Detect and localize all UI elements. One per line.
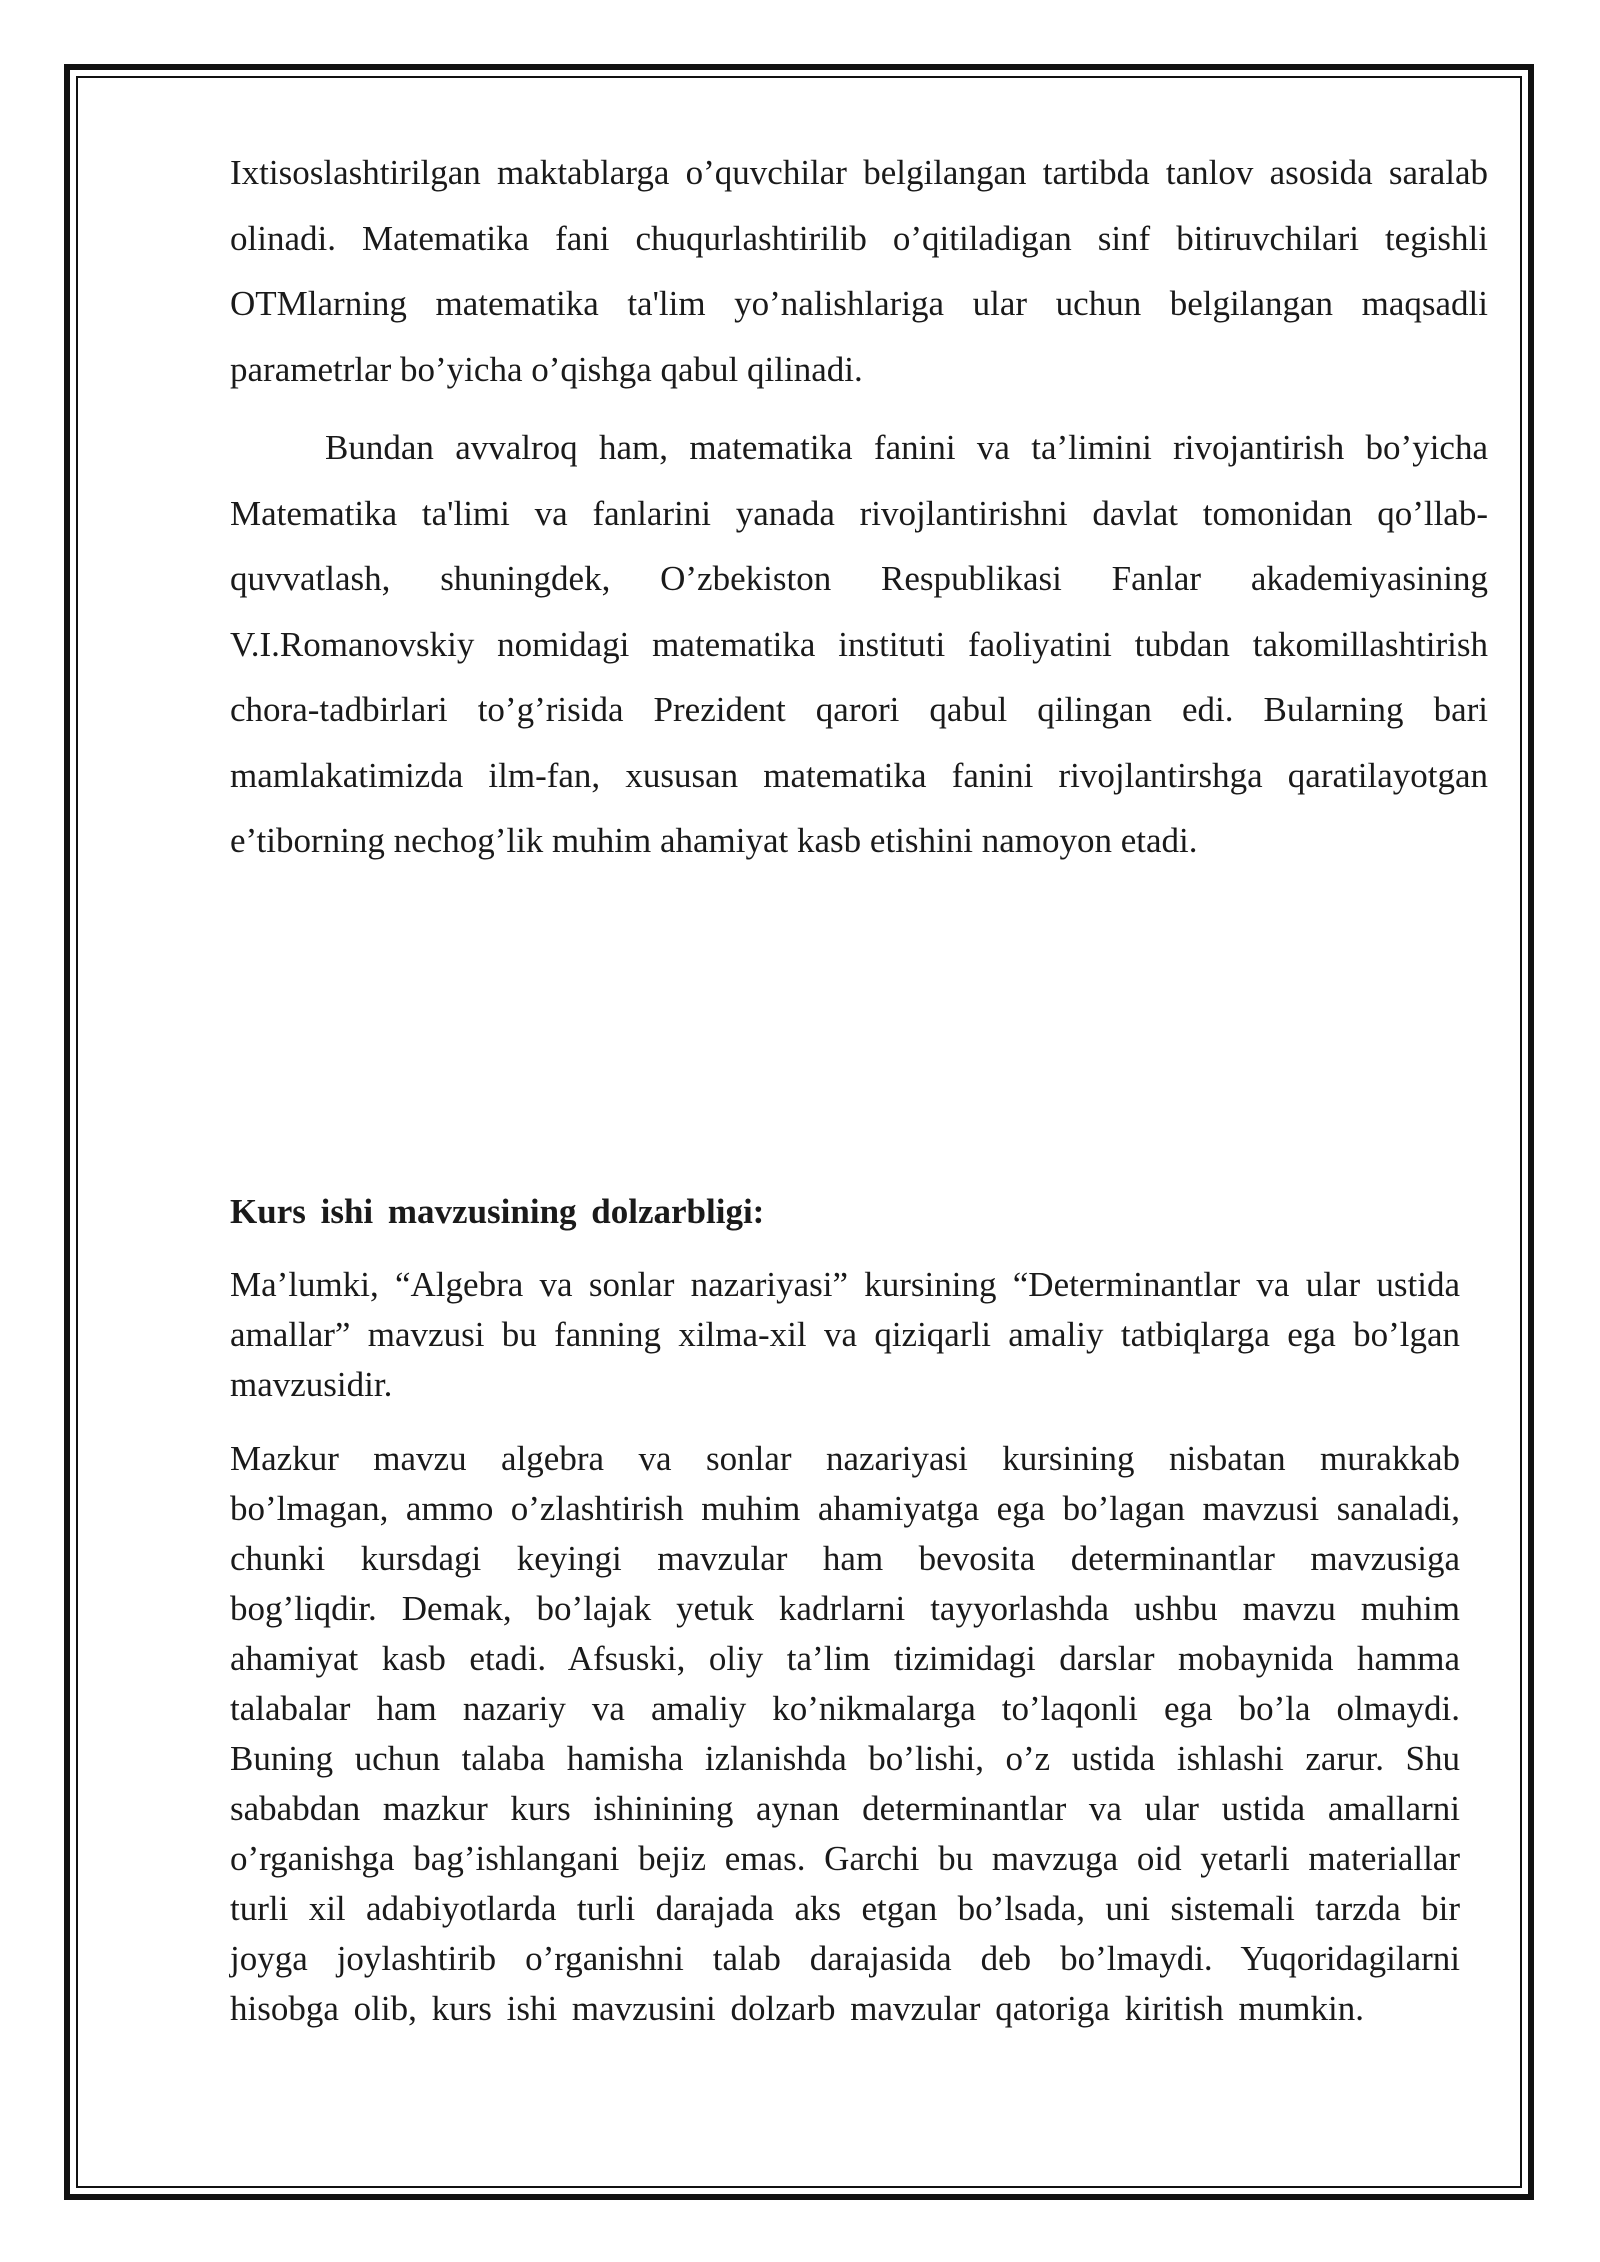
- relevance-section: [230, 1187, 1488, 2034]
- relevance-paragraph-2: Mazkur mavzu algebra va sonlar nazariyasi kursining nisbatan murakkab bo’lmagan, ammo o’zlashtirish muhim ahamiyatga ega bo’lagan mavzusi sanaladi, chunki kursdagi keyingi mavzular ham bevosita determinantlar mavzusiga bog’liqdir. Demak, bo’lajak yetuk kadrlarni tayyorlashda ushbu mavzu muhim ahamiyat kasb etadi. Afsuski, oliy ta’lim tizimidagi darslar mobaynida hamma talabalar ham nazariy va amaliy ko’nikmalarga to’laqonli ega bo’la olmaydi. Buning uchun talaba hamisha izlanishda bo’lishi, o’z ustida ishlashi zarur. Shu sababdan mazkur kurs ishinining aynan determinantlar va ular ustida amallarni o’rganishga bag’ishlangani bejiz emas. Garchi bu mavzuga oid yetarli materiallar turli xil adabiyotlarda turli darajada aks etgan bo’lsada, uni sistemali tarzda bir joyga joylashtirib o’rganishni talab darajasida deb bo’lmaydi. Yuqoridagilarni hisobga olib, kurs ishi mavzusini dolzarb mavzular qatoriga kiritish mumkin.: [230, 1439, 1460, 2028]
- relevance-paragraph-1: Ma’lumki, “Algebra va sonlar nazariyasi” kursining “Determinantlar va ular ustida amallar” mavzusi bu fanning xilma-xil va qiziqarli amaliy tatbiqlarga ega bo’lgan mavzusidir.: [230, 1265, 1460, 1404]
- section-heading: Kurs ishi mavzusining dolzarbligi:: [230, 1192, 765, 1231]
- intro-section: [230, 140, 1488, 874]
- intro-paragraph-1: Ixtisoslashtirilgan maktablarga o’quvchilar belgilangan tartibda tanlov asosida saralab olinadi. Matematika fani chuqurlashtirilib o’qitiladigan sinf bitiruvchilari tegishli OTMlarning matematika ta'lim yo’nalishlariga ular uchun belgilangan maqsadli parametrlar bo’yicha o’qishga qabul qilinadi.: [230, 153, 1488, 389]
- intro-paragraph-2: Bundan avvalroq ham, matematika fanini va ta’limini rivojantirish bo’yicha Matematika ta'limi va fanlarini yanada rivojlantirishni davlat tomonidan qo’llab-quvvatlash, shuningdek, O’zbekiston Respublikasi Fanlar akademiyasining V.I.Romanovskiy nomidagi matematika instituti faoliyatini tubdan takomillashtirish chora-tadbirlari to’g’risida Prezident qarori qabul qilingan edi. Bularning bari mamlakatimizda ilm-fan, xususan matematika fanini rivojlantirshga qaratilayotgan e’tiborning nechog’lik muhim ahamiyat kasb etishini namoyon etadi.: [230, 428, 1488, 860]
